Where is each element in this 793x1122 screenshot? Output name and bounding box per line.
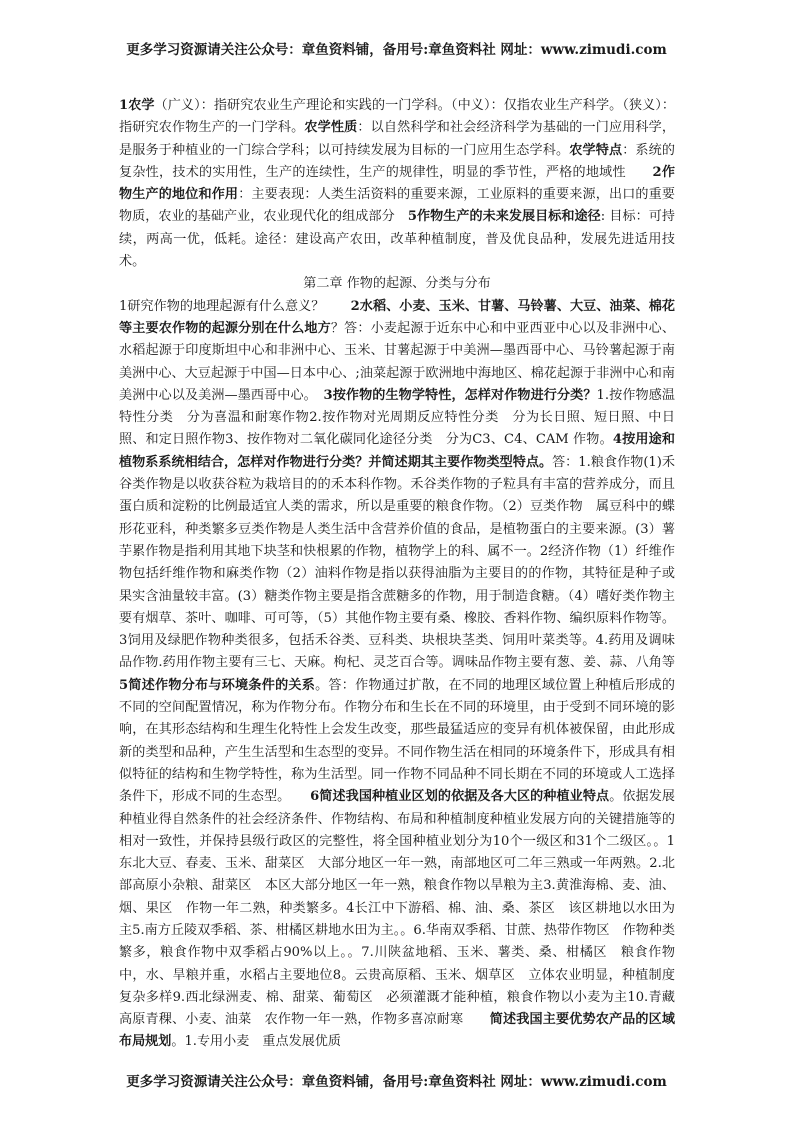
term-nongxue: 1农学 [119,98,155,113]
paragraph-chapter2 [119,296,689,1054]
question-3: 3按作物的生物学特性，怎样对作物进行分类？ [323,387,597,403]
definition-nature: ：以自然科学和社会经济科学为基础的一门应用科学，是服务于种植业的一门综合学科；以可持续发展为目标的一门应用生态学科。 [119,120,676,158]
answer-6: 。依据发展种植业得自然条件的社会经济条件、作物结构、布局和种植制度种植业发展方向的关键措施等的相对一致性，并保持县级行政区的完整性，将全国种植业划分为10个一级区和31个二级区。。1东北大豆、春麦、玉米、甜菜区 大部分地区一年一熟，南部地区可二年三熟或一年两熟。2.北部高原小杂粮、甜菜区 本区大部分地区一年一熟，粮食作物以旱粮为主3.黄淮海棉、麦、油、烟、果区 作物一年二熟，种类繁多。4长江中下游稻、棉、油、桑、茶区 该区耕地以水田为主5.南方丘陵双季稻、茶、柑橘区耕地水田为主。。6.华南双季稻、甘蔗、热带作物区 作物种类繁多，粮食作物中双季稻占90%以上。。7.川陕盆地稻、玉米、薯类、桑、柑橘区 粮食作物中，水、旱粮并重，水稻占主要地位8。云贵高原稻、玉米、烟草区 立体农业明显，种植制度复杂多样9.西北绿洲麦、棉、甜菜、葡萄区 必须灌溉才能种植，粮食作物以小麦为主10.青藏高原青稞、小麦、油菜 农作物一年一熟，作物多喜凉耐寒 [119,789,676,1028]
term-goals: 5作物生产的未来发展目标和途径 [407,209,601,225]
answer-2: ？答：小麦起源于近东中心和中亚西亚中心以及非洲中心、水稻起源于印度斯坦中心和非洲中心、玉米、甘薯起源于中美洲—墨西哥中心、马铃薯起源于南美洲中心、大豆起源于中国—日本中心、;油菜起源于欧洲地中海地区、棉花起源于非洲中心和南美洲中心以及美洲—墨西哥中心。 [119,320,676,403]
page-header: 更多学习资源请关注公众号：章鱼资料铺，备用号:章鱼资料社 网址：www.zimudi.com [126,42,667,58]
document-body [119,95,689,1054]
answer-4: 答：1.粮食作物(1)禾谷类作物是以收获谷粒为栽培目的的禾本科作物。禾谷类作物的子粒具有丰富的营养成分，而且蛋白质和淀粉的比例最适宜人类的需求，所以是重要的粮食作物。（2）豆类作物 属豆科中的蝶形花亚科，种类繁多豆类作物是人类生活中含营养价值的食品，是植物蛋白的主要来源。(3）薯芋累作物是指利用其地下块茎和快根累的作物，植物学上的科、属不一。2经济作物（1）纤维作物包括纤维作物和麻类作物（2）油料作物是指以获得油脂为主要目的的作物，其特征是种子或果实含油量较丰富。(3）糖类作物主要是指含蔗糖多的作物，用于制造食糖。（4）嗜好类作物主要有烟草、茶叶、咖啡、可可等，（5）其他作物主要有桑、橡胶、香料作物、编织原料作物等。3饲用及绿肥作物种类很多，包括禾谷类、豆科类、块根块茎类、饲用叶菜类等。4.药用及调味品作物.药用作物主要有三七、天麻。枸杞、灵芝百合等。调味品作物主要有葱、姜、蒜、八角等 [119,454,689,671]
definition-nongxue: （广义）：指研究农业生产理论和实践的一门学科。（中义）：仅指农业生产科学。（狭义）：指研究农作物生产的一门学科。 [119,98,675,136]
definition-status: ：主要表现：人类生活资料的重要来源，工业原料的重要来源，出口的重要物质，农业的基础产业，农业现代化的组成部分 [119,187,676,225]
answer-7: 。1.专用小麦 重点发展优质 [171,1034,341,1050]
term-status: 2作物生产的地位和作用 [119,164,675,203]
definition-features: ：系统的复杂性，技术的实用性，生产的连续性，生产的规律性，明显的季节性，严格的地域性 [119,142,676,180]
question-7: 简述我国主要优势农产品的区域布局规划 [119,1012,675,1050]
definition-goals: : 目标：可持续，两高一优，低耗。途径：建设高产农田，改革种植制度，普及优良品种，发展先进适用技术。 [119,209,675,270]
page-footer: 更多学习资源请关注公众号：章鱼资料铺，备用号:章鱼资料社 网址：www.zimudi.com [126,1074,667,1090]
question-6: 6简述我国种植业区划的依据及各大区的种植业特点 [310,789,610,805]
term-features: 农学特点 [569,142,623,158]
question-1: 1研究作物的地理起源有什么意义？ [119,298,351,314]
question-2: 2水稻、小麦、玉米、甘薯、马铃薯、大豆、油菜、棉花等主要农作物的起源分别在什么地方 [119,298,675,336]
answer-3: 1.按作物感温特性分类 分为喜温和耐寒作物2.按作物对光周期反应特性分类 分为长日照、短日照、中日照、和定日照作物3、按作物对二氧化碳同化途径分类 分为C3、C4、CAM 作物。 [119,387,675,448]
paragraph-intro [119,95,675,273]
question-5: 5简述作物分布与环境条件的关系 [119,677,316,693]
term-nature: 农学性质 [304,120,358,136]
chapter-title: 第二章 作物的起源、分类与分布 [303,276,491,292]
answer-5: 。答：作物通过扩散，在不同的地理区域位置上种植后形成的不同的空间配置情况，称为作物分布。作物分布和生长在不同的环境里，由于受到不同环境的影响，在其形态结构和生理生化特性上会发生改变，那些最猛适应的变异有机体被保留，由此形成新的类型和品种，产生生活型和生态型的变异。不同作物生活在相同的环境条件下，形成具有相似特征的结构和生物学特性，称为生活型。同一作物不同品种不同长期在不同的环境或人工选择条件下，形成不同的生态型。 [119,677,675,805]
question-4: 4按用途和植物系系统相结合，怎样对作物进行分类？并简述期其主要作物类型特点。 [119,432,675,470]
